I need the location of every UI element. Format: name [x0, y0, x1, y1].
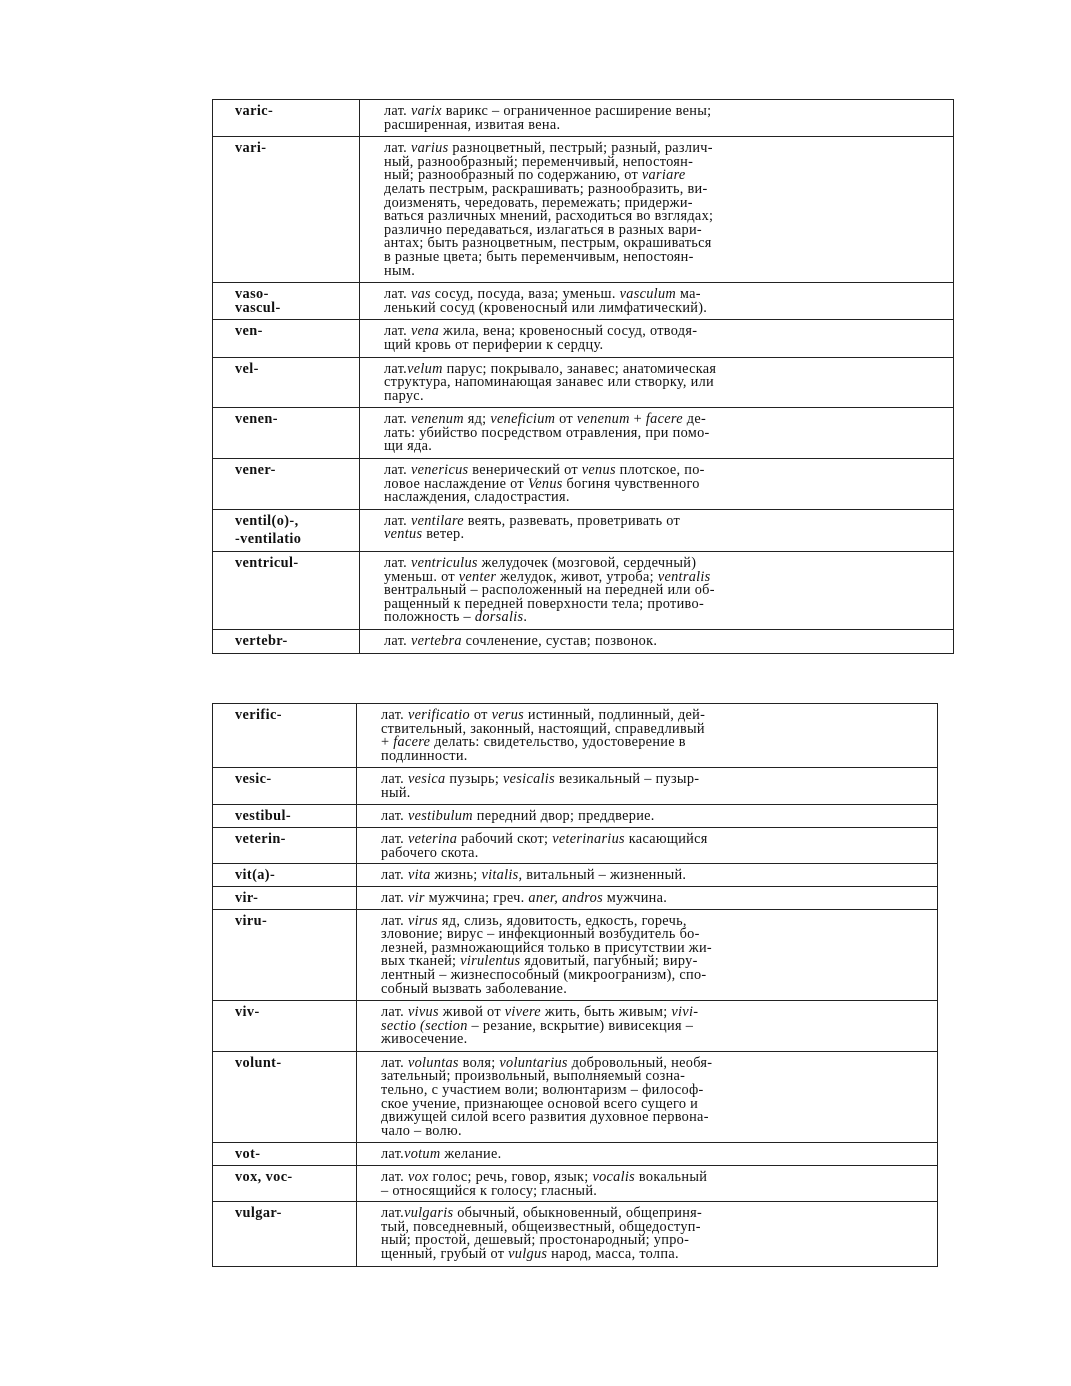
glossary-row — [213, 1001, 938, 1052]
definition-text: жила, вена; кровеносный сосуд, отводя- — [439, 323, 698, 340]
latin-term: veterina — [407, 831, 458, 848]
glossary-definition — [360, 459, 954, 510]
definition-text: собный вызвать заболевание. — [381, 980, 568, 997]
definition-line — [384, 336, 943, 353]
latin-term: vertebra — [410, 633, 462, 649]
definition-text: движущей силой всего развития духовное первона- — [381, 1109, 709, 1126]
definition-text: лат. — [384, 103, 411, 119]
definition-text: ным. — [384, 262, 416, 279]
definition-text: веять, развевать, проветривать от — [463, 512, 681, 529]
glossary-row — [213, 509, 954, 551]
latin-term: verificatio — [407, 707, 470, 723]
glossary-definition — [357, 704, 938, 768]
definition-text: сосуд, посуда, ваза; уменьш. — [430, 286, 620, 303]
definition-text: делать пестрым, раскрашивать; разнообразить, ви- — [384, 180, 708, 197]
definition-text: лат. — [384, 411, 411, 428]
definition-text: ма- — [676, 286, 701, 303]
latin-term: veneficium — [490, 411, 556, 428]
latin-term: virulentus — [460, 953, 521, 970]
definition-text: жить, быть живым; — [540, 1004, 672, 1021]
latin-term: vir — [407, 889, 425, 906]
latin-term: vulgus — [508, 1246, 548, 1262]
definition-text: сочленение, сустав; позвонок. — [461, 633, 658, 649]
glossary-row — [213, 459, 954, 510]
glossary-row — [213, 768, 938, 804]
glossary-row — [213, 137, 954, 283]
definition-line — [384, 248, 943, 265]
glossary-definition — [360, 283, 954, 320]
glossary-term — [213, 509, 360, 551]
term-line: vener- — [235, 462, 276, 479]
definition-text: от — [470, 707, 492, 723]
definition-text: подлинности. — [381, 747, 468, 764]
glossary-row — [213, 552, 954, 630]
definition-text: зательный; произвольный, выполняемый созна- — [381, 1068, 686, 1085]
latin-term: venus — [581, 462, 616, 479]
definition-line — [381, 1182, 927, 1199]
definition-text: . — [523, 609, 528, 626]
glossary-definition — [357, 828, 938, 864]
glossary-term — [213, 320, 360, 357]
definition-text: доизменять, чередовать, перемежать; придержи- — [384, 194, 693, 211]
glossary-table-1 — [212, 99, 954, 654]
definition-text: лать: убийство посредством отравления, при помо- — [384, 424, 710, 441]
definition-text: богиня чувственного — [562, 475, 700, 492]
latin-term: vesica — [407, 771, 446, 788]
latin-term: ventilare — [410, 512, 464, 529]
definition-text: уменьш. от — [384, 568, 459, 585]
term-line: vit(a)- — [235, 867, 276, 884]
definition-text: лат. — [381, 1004, 408, 1021]
definition-text: венерический от — [468, 462, 582, 479]
term-line: vox, voc- — [235, 1169, 293, 1186]
definition-text: ское учение, признающее основой всего сущего и — [381, 1095, 699, 1112]
latin-term: vitalis, — [481, 867, 523, 884]
term-line: ven- — [235, 323, 263, 340]
glossary-definition — [360, 408, 954, 459]
latin-term: vivus — [407, 1004, 439, 1021]
definition-text: тый, повседневный, общеизвестный, общедоступ- — [381, 1218, 701, 1235]
definition-line — [384, 376, 943, 390]
latin-term: Venus — [527, 475, 563, 492]
definition-line — [381, 980, 927, 997]
definition-text: лат. — [384, 512, 411, 529]
definition-text: расширенная, извитая вена. — [384, 116, 561, 133]
definition-line — [384, 512, 943, 529]
definition-text: добровольный, необя- — [567, 1054, 713, 1071]
definition-text: витальный – жизненный. — [522, 867, 687, 884]
glossary-term — [213, 408, 360, 459]
glossary-row — [213, 283, 954, 320]
latin-term: vox — [407, 1169, 429, 1186]
latin-term: varius — [410, 140, 449, 157]
term-line: -ventilatio — [235, 531, 302, 548]
definition-text: лат. — [381, 912, 408, 929]
definition-line — [381, 807, 927, 824]
definition-text: ращенный к передней поверхности тела; противо- — [384, 595, 705, 612]
definition-line — [384, 528, 943, 542]
definition-text: яд, слизь, ядовитость, едкость, горечь, — [438, 912, 687, 929]
definition-line — [384, 440, 943, 454]
term-line: ventricul- — [235, 555, 299, 572]
latin-term: vivi- — [671, 1004, 699, 1021]
glossary-row — [213, 804, 938, 828]
glossary-term — [213, 909, 357, 1001]
definition-text: тельно, с участием воли; волюнтаризм – философ- — [381, 1082, 704, 1099]
definition-text: лат. — [384, 633, 411, 649]
latin-term: vasculum — [619, 286, 677, 303]
definition-text: лат. — [381, 1169, 408, 1186]
latin-term: veterinarius — [552, 831, 625, 848]
definition-text: плотское, по- — [615, 462, 705, 479]
definition-line — [384, 116, 943, 133]
definition-text: жизнь; — [430, 867, 482, 884]
latin-term: vas — [410, 286, 431, 303]
glossary-term — [213, 137, 360, 283]
term-line: vesic- — [235, 771, 272, 788]
glossary-term — [213, 1202, 357, 1266]
definition-text: – резание, вскрытие) вивисекция – — [467, 1017, 694, 1034]
definition-text: щи яда. — [384, 438, 433, 455]
definition-line — [381, 869, 927, 883]
glossary-term — [213, 552, 360, 630]
definition-text: разноцветный, пестрый; разный, различ- — [448, 140, 713, 157]
definition-text: от — [555, 411, 577, 428]
latin-term: vita — [407, 867, 431, 884]
definition-text: ный; разнообразный по содержанию, от — [384, 167, 642, 184]
definition-line — [384, 611, 943, 625]
definition-line — [381, 1111, 927, 1125]
latin-term: vena — [410, 323, 440, 340]
latin-term: sectio (section — [381, 1017, 468, 1034]
definition-text: ный; простой, дешевый; простонародный; упро- — [381, 1232, 690, 1249]
latin-term: vivere — [504, 1004, 541, 1021]
glossary-row — [213, 1202, 938, 1266]
latin-term: facere — [645, 411, 683, 428]
glossary-term — [213, 357, 360, 408]
definition-text: различно передаваться, излагаться в разных вари- — [384, 221, 702, 238]
term-line: volunt- — [235, 1054, 282, 1071]
definition-text: вых тканей; — [381, 953, 461, 970]
glossary-row — [213, 320, 954, 357]
term-line: vel- — [235, 360, 259, 377]
latin-term: voluntas — [407, 1054, 459, 1071]
definition-text: щенный, грубый от — [381, 1246, 509, 1262]
definition-line — [384, 387, 943, 404]
term-line: vari- — [235, 140, 267, 157]
definition-text: ный, разнообразный; переменчивый, непостоян- — [384, 153, 694, 170]
definition-line — [381, 773, 927, 787]
glossary-row — [213, 1051, 938, 1143]
definition-text: желание. — [440, 1146, 502, 1163]
definition-text: воля; — [458, 1054, 500, 1071]
term-line: verific- — [235, 707, 282, 723]
glossary-row — [213, 630, 954, 654]
term-line: viru- — [235, 912, 268, 929]
glossary-term — [213, 804, 357, 828]
latin-term: varix — [410, 103, 442, 119]
definition-text: передний двор; преддверие. — [472, 807, 655, 824]
term-line: veterin- — [235, 831, 286, 848]
latin-term: verus — [491, 707, 525, 723]
definition-text: живосечение. — [381, 1031, 468, 1048]
definition-line — [381, 844, 927, 861]
definition-line — [381, 1122, 927, 1139]
glossary-term — [213, 459, 360, 510]
term-line: varic- — [235, 103, 274, 119]
glossary-row — [213, 100, 954, 137]
glossary-term — [213, 704, 357, 768]
term-line: viv- — [235, 1004, 260, 1021]
glossary-term — [213, 1143, 357, 1166]
latin-term: virus — [407, 912, 439, 929]
glossary-definition — [360, 509, 954, 551]
term-line: vir- — [235, 889, 259, 906]
definition-text: ядовитый, пагубный; виру- — [520, 953, 698, 970]
definition-text: положность – — [384, 609, 475, 626]
definition-text: делать: свидетельство, удостоверение в — [430, 734, 686, 751]
latin-term: dorsalis — [474, 609, 524, 626]
glossary-term — [213, 100, 360, 137]
glossary-definition — [357, 886, 938, 909]
glossary-definition — [357, 909, 938, 1001]
glossary-term — [213, 283, 360, 320]
glossary-row — [213, 1166, 938, 1202]
definition-text: щий кровь от периферии к сердцу. — [384, 336, 604, 353]
glossary-row — [213, 828, 938, 864]
glossary-row — [213, 408, 954, 459]
latin-term: ventriculus — [410, 555, 478, 572]
definition-text: пузырь; — [445, 771, 504, 788]
definition-text: варикс – ограниченное расширение вены; — [441, 103, 712, 119]
glossary-term — [213, 886, 357, 909]
definition-text: вентральный – расположенный на передней или об- — [384, 582, 715, 599]
glossary-definition — [357, 1166, 938, 1202]
definition-line — [381, 784, 927, 801]
definition-text: структура, напоминающая занавес или створку, или — [384, 374, 714, 391]
definition-text: мужчина. — [602, 889, 668, 906]
latin-term: vesicalis — [503, 771, 555, 788]
glossary-definition — [360, 320, 954, 357]
definition-text: чало – волю. — [381, 1122, 462, 1139]
definition-text: лат. — [381, 831, 408, 848]
definition-text: лезней, размножающийся только в присутствии жи- — [381, 939, 712, 956]
latin-term: vulgaris — [404, 1205, 454, 1222]
definition-text: – относящийся к голосу; гласный. — [381, 1182, 598, 1199]
definition-text: парус. — [384, 387, 424, 404]
term-line: vaso- — [235, 286, 269, 303]
definition-text: истинный, подлинный, дей- — [524, 707, 706, 723]
glossary-table-2 — [212, 703, 938, 1267]
definition-text: ленький сосуд (кровеносный или лимфатический). — [384, 299, 708, 316]
latin-term: venenum — [576, 411, 630, 428]
glossary-row — [213, 864, 938, 887]
definition-line — [384, 491, 943, 505]
latin-term: velum — [407, 360, 443, 377]
glossary-definition — [360, 137, 954, 283]
glossary-row — [213, 704, 938, 768]
glossary-term — [213, 630, 360, 654]
definition-text: ваться различных мнений, расходиться во взглядах; — [384, 208, 714, 225]
definition-text: лат. — [381, 707, 408, 723]
definition-text: желудочек (мозговой, сердечный) — [477, 555, 697, 572]
term-line: venen- — [235, 411, 278, 428]
definition-text: лат. — [384, 462, 411, 479]
definition-text: лат. — [381, 807, 408, 824]
definition-text: вокальный — [635, 1169, 708, 1186]
definition-text: ствительный, законный, настоящий, справедливый — [381, 720, 705, 737]
latin-term: vocalis — [592, 1169, 636, 1186]
glossary-row — [213, 1143, 938, 1166]
definition-text: обычный, обыкновенный, общеприня- — [453, 1205, 703, 1222]
definition-line — [381, 1033, 927, 1047]
definition-line — [384, 299, 943, 316]
definition-text: лат. — [381, 1205, 405, 1222]
definition-text: желудок, живот, утроба; — [496, 568, 658, 585]
glossary-definition — [360, 100, 954, 137]
glossary-definition — [357, 804, 938, 828]
glossary-definition — [357, 1051, 938, 1143]
latin-term: votum — [404, 1146, 441, 1163]
definition-line — [384, 635, 943, 649]
glossary-row — [213, 909, 938, 1001]
definition-text: наслаждения, сладострастия. — [384, 489, 570, 506]
term-line: vulgar- — [235, 1205, 282, 1222]
definition-text: лат. — [384, 323, 411, 340]
definition-text: мужчина; греч. — [424, 889, 529, 906]
glossary-definition — [357, 768, 938, 804]
definition-text: лат. — [381, 771, 408, 788]
definition-text: антах; быть разноцветным, пестрым, окрашиваться — [384, 235, 712, 252]
definition-text: лат. — [384, 286, 411, 303]
definition-text: ный. — [381, 784, 411, 801]
term-line: vascul- — [235, 299, 281, 316]
definition-text: лат. — [381, 1146, 405, 1163]
glossary-row — [213, 357, 954, 408]
definition-text: яд; — [463, 411, 491, 428]
latin-term: vestibulum — [407, 807, 473, 824]
definition-text: зловоние; вирус – инфекционный возбудитель бо- — [381, 926, 700, 943]
latin-term: facere — [393, 734, 431, 751]
definition-text: ветер. — [422, 526, 465, 543]
term-line: ventil(o)-, — [235, 512, 299, 529]
definition-text: голос; речь, говор, язык; — [428, 1169, 593, 1186]
definition-text: + — [381, 734, 394, 751]
definition-line — [381, 747, 927, 764]
latin-term: ventus — [384, 526, 423, 543]
glossary-definition — [357, 1143, 938, 1166]
latin-term: ventralis — [657, 568, 711, 585]
glossary-term — [213, 768, 357, 804]
latin-term: venter — [458, 568, 497, 585]
latin-term: aner, andros — [528, 889, 603, 906]
definition-line — [381, 1248, 927, 1262]
glossary-definition — [360, 630, 954, 654]
definition-text: + — [629, 411, 646, 428]
definition-text: рабочего скота. — [381, 844, 479, 861]
latin-term: venericus — [410, 462, 469, 479]
glossary-term — [213, 864, 357, 887]
definition-text: ловое наслаждение от — [384, 475, 528, 492]
definition-text: лат. — [381, 889, 408, 906]
definition-text: лат. — [381, 867, 408, 884]
definition-text: лат. — [384, 555, 411, 572]
definition-text: рабочий скот; — [457, 831, 553, 848]
latin-term: voluntarius — [499, 1054, 568, 1071]
definition-line — [381, 1148, 927, 1162]
definition-text: парус; покрывало, занавес; анатомическая — [442, 360, 717, 377]
definition-line — [381, 889, 927, 906]
glossary-term — [213, 1051, 357, 1143]
definition-text: касающийся — [624, 831, 708, 848]
glossary-definition — [357, 1202, 938, 1266]
definition-text: лат. — [384, 140, 411, 157]
glossary-term — [213, 828, 357, 864]
definition-text: живой от — [438, 1004, 505, 1021]
latin-term: variare — [641, 167, 686, 184]
definition-line — [384, 424, 943, 441]
definition-text: в разные цвета; быть переменчивым, непостоян- — [384, 248, 694, 265]
definition-text: лат. — [381, 1054, 408, 1071]
term-line: vot- — [235, 1146, 261, 1163]
glossary-definition — [357, 1001, 938, 1052]
definition-text: народ, масса, толпа. — [547, 1246, 679, 1262]
glossary-term — [213, 1166, 357, 1202]
term-line: vertebr- — [235, 633, 288, 649]
glossary-definition — [357, 864, 938, 887]
glossary-row — [213, 886, 938, 909]
definition-text: де- — [682, 411, 707, 428]
glossary-term — [213, 1001, 357, 1052]
definition-text: лат. — [384, 360, 408, 377]
definition-text: везикальный – пузыр- — [554, 771, 700, 788]
term-line: vestibul- — [235, 807, 292, 824]
glossary-definition — [360, 552, 954, 630]
latin-term: venenum — [410, 411, 464, 428]
definition-text: лентный – жизнеспособный (микроогранизм), спо- — [381, 966, 707, 983]
glossary-definition — [360, 357, 954, 408]
definition-line — [384, 262, 943, 279]
